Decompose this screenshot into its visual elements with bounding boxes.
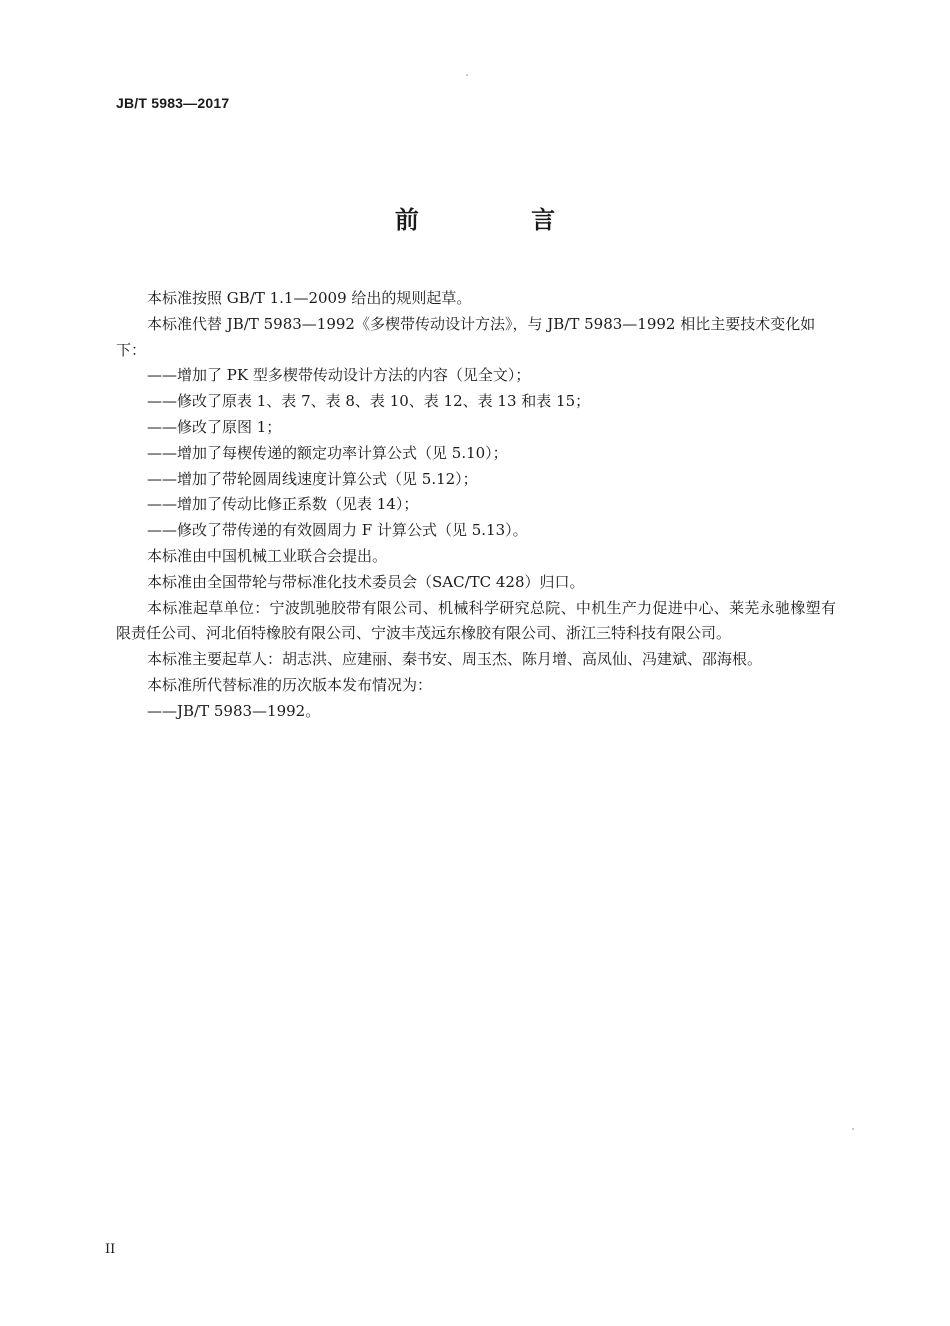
paragraph-drafting-rule: 本标准按照 GB/T 1.1—2009 给出的规则起草。 — [147, 289, 472, 307]
change-item: ——修改了原图 1； — [147, 417, 282, 436]
foreword-body — [116, 286, 836, 725]
paragraph-replacement: 本标准代替 JB/T 5983—1992《多楔带传动设计方法》，与 JB/T 5983—1992 相比主要技术变化如下： — [116, 314, 816, 359]
change-item: ——修改了带传递的有效圆周力 F 计算公式（见 5.13）。 — [147, 521, 528, 540]
scan-speck — [852, 1128, 854, 1130]
document-code: JB/T 5983—2017 — [116, 95, 230, 111]
change-item: ——增加了每楔传递的额定功率计算公式（见 5.10）； — [147, 443, 508, 462]
change-item: ——增加了传动比修正系数（见表 14）； — [147, 495, 419, 514]
paragraph-drafters: 本标准主要起草人：胡志洪、应建丽、秦书安、周玉杰、陈月增、高凤仙、冯建斌、邵海根。 — [147, 650, 763, 669]
page-title: 前 言 — [394, 206, 608, 234]
page-number: II — [105, 1242, 116, 1257]
history-item: ——JB/T 5983—1992。 — [147, 701, 321, 720]
paragraph-proposer: 本标准由中国机械工业联合会提出。 — [147, 546, 388, 565]
change-item: ——增加了 PK 型多楔带传动设计方法的内容（见全文）； — [147, 366, 531, 385]
paragraph-history-intro: 本标准所代替标准的历次版本发布情况为： — [147, 675, 433, 694]
paragraph-administrator: 本标准由全国带轮与带标准化技术委员会（SAC/TC 428）归口。 — [147, 572, 585, 591]
paragraph-drafting-units: 本标准起草单位：宁波凯驰胶带有限公司、机械科学研究总院、中机生产力促进中心、莱芜永驰橡塑有限责任公司、河北佰特橡胶有限公司、宁波丰茂远东橡胶有限公司、浙江三特科技有限公司。 — [116, 598, 836, 643]
change-item: ——修改了原表 1、表 7、表 8、表 10、表 12、表 13 和表 15； — [147, 392, 591, 411]
scan-speck — [466, 74, 468, 76]
change-item: ——增加了带轮圆周线速度计算公式（见 5.12）； — [147, 469, 478, 488]
